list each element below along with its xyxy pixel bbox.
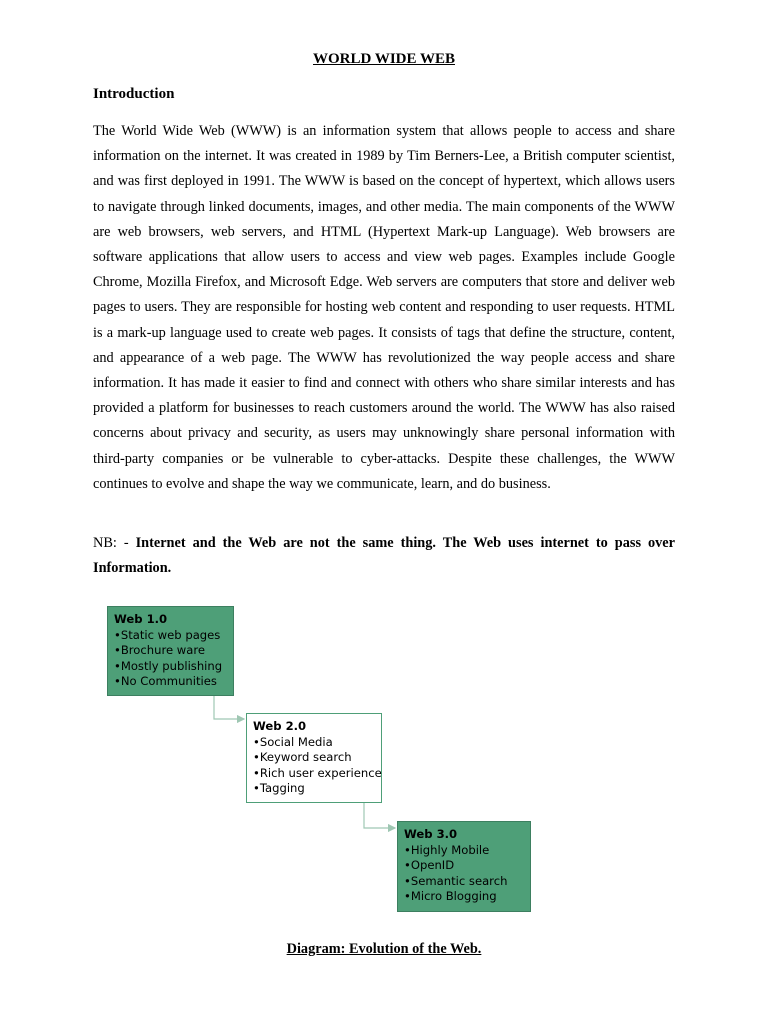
web-1-0-title: Web 1.0 xyxy=(114,612,168,626)
web-1-0-features xyxy=(114,628,227,690)
connector-web1-to-web2 xyxy=(214,696,244,719)
web-3-0-title: Web 3.0 xyxy=(404,827,458,841)
list-item: •Tagging xyxy=(253,781,305,795)
connector-web2-to-web3 xyxy=(364,803,395,828)
web-3-0-box xyxy=(397,821,531,912)
list-item: •Highly Mobile xyxy=(404,842,490,857)
diagram-caption: Diagram: Evolution of the Web. xyxy=(286,941,482,957)
web-3-0-features xyxy=(404,843,524,905)
introduction-paragraph-text: The World Wide Web (WWW) is an information system that allows people to access and share information on the internet. It was created in 1989 by Tim Berners-Lee, a British computer scientist, and was first deployed in 1991. The WWW is based on the concept of hypertext, which allows users to navigate through linked documents, images, and other media. The main components of the WWW are web browsers, web servers, and HTML (Hypertext Mark-up Language). Web browsers are software applications that allow users to access and view web pages. Examples include Google Chrome, Mozilla Firefox, and Microsoft Edge. Web servers are computers that store and deliver web pages to users. They are responsible for hosting web content and responding to user requests. HTML is a mark-up language used to create web pages. It consists of tags that define the structure, content, and appearance of a web page. The WWW has revolutionized the way people access and share information. It has made it easier to find and connect with others who share similar interests and has provided a platform for businesses to reach customers around the world. The WWW has also raised concerns about privacy and security, as users may unknowingly share personal information with third-party companies or be vulnerable to cyber-attacks. Despite these challenges, the WWW continues to evolve and shape the way we communicate, learn, and do business. xyxy=(93,123,675,492)
section-heading-introduction: Introduction xyxy=(93,86,175,102)
nb-note-text: Internet and the Web are not the same thing. The Web uses internet to pass over Information. xyxy=(93,535,675,576)
introduction-paragraph xyxy=(93,119,675,497)
list-item: •Mostly publishing xyxy=(114,658,223,673)
web-2-0-features xyxy=(253,734,382,797)
web-2-0-box xyxy=(246,713,382,803)
nb-note xyxy=(93,531,675,581)
web-1-0-box xyxy=(107,606,234,696)
list-item: •Micro Blogging xyxy=(404,889,497,903)
list-item: •Brochure ware xyxy=(114,643,206,657)
web-2-0-title: Web 2.0 xyxy=(253,719,307,733)
list-item: •Semantic search xyxy=(404,873,508,888)
nb-prefix: NB: - xyxy=(93,535,136,551)
document-title: WORLD WIDE WEB xyxy=(313,51,455,67)
list-item: •Social Media xyxy=(253,734,333,749)
list-item: •No Communities xyxy=(114,674,217,688)
list-item: •Keyword search xyxy=(253,750,352,764)
list-item: •Rich user experience xyxy=(253,765,382,780)
list-item: •OpenID xyxy=(404,858,455,872)
list-item: •Static web pages xyxy=(114,627,221,642)
